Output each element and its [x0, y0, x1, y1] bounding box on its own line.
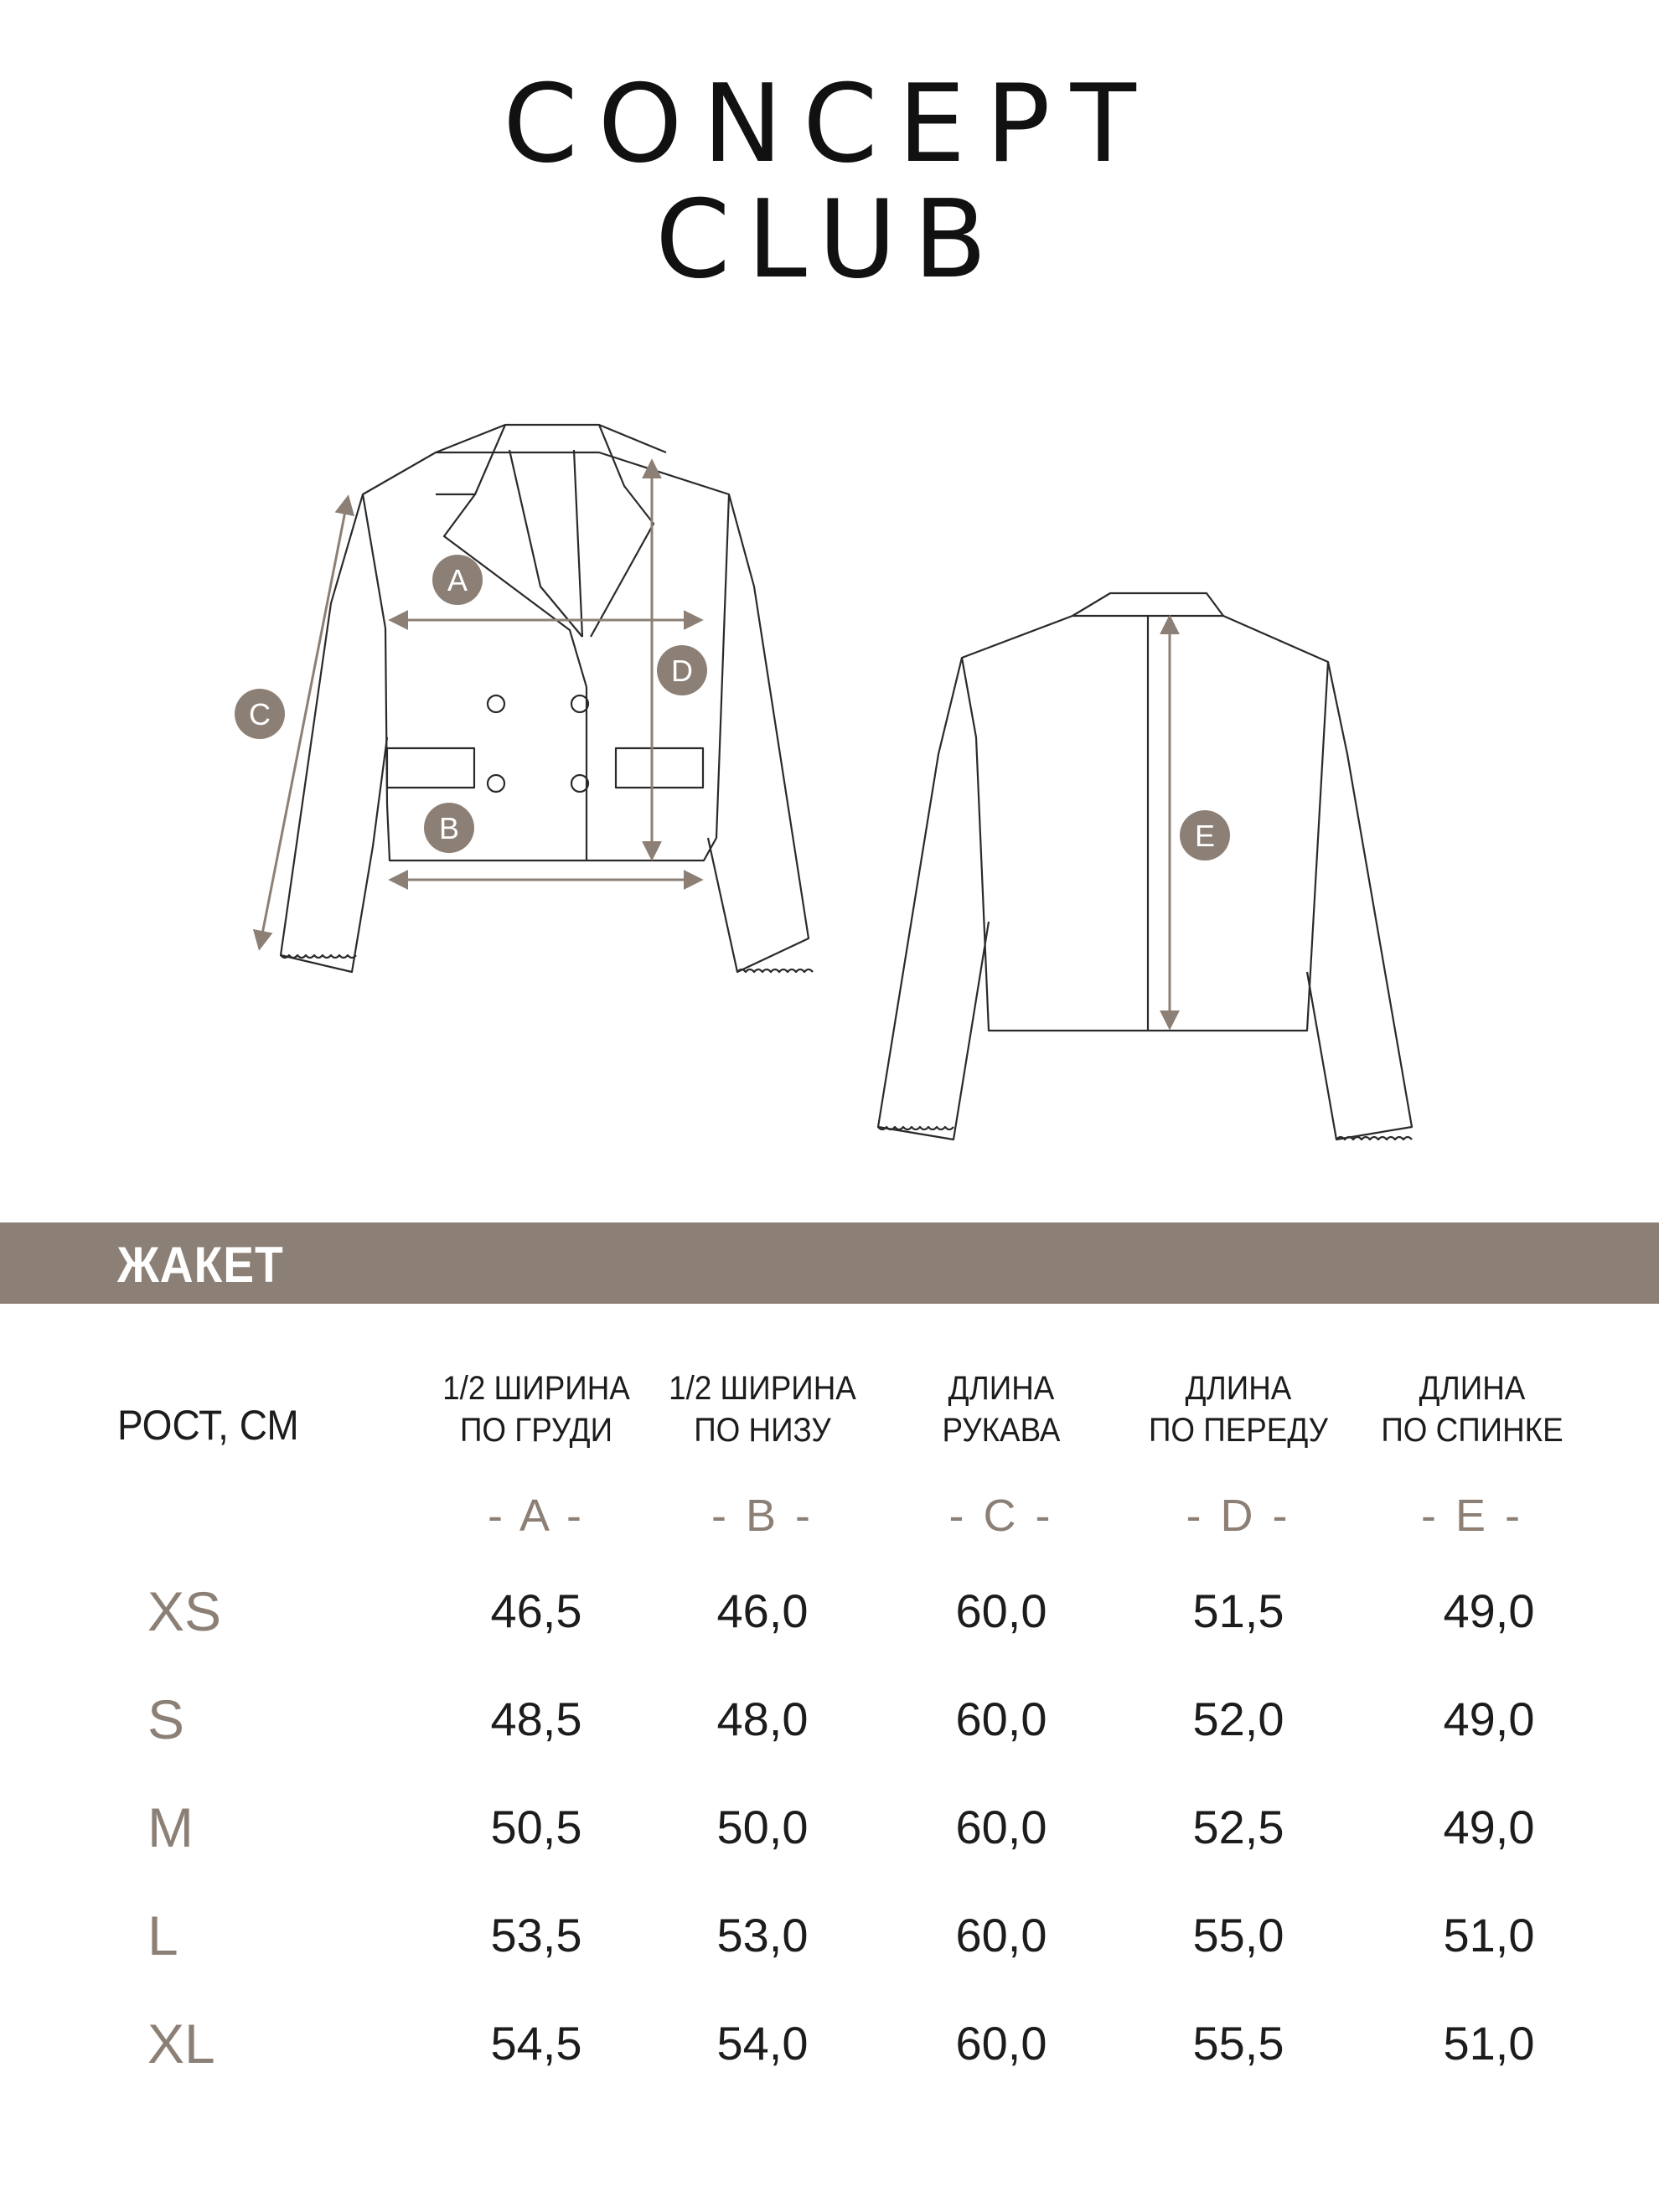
column-header	[1115, 1367, 1362, 1451]
front-right-lapel	[591, 425, 654, 637]
column-letter: - C -	[948, 1491, 1054, 1541]
marker-letter-b: B	[438, 811, 460, 845]
column-header-line2: ПО ГРУДИ	[459, 1412, 613, 1449]
table-cell: 54,0	[716, 2017, 809, 2070]
marker-letter-e: E	[1194, 819, 1216, 853]
marker-letter-a: A	[447, 563, 468, 597]
size-label: XL	[147, 2013, 215, 2075]
back-left-sleeve	[878, 658, 989, 1140]
table-cell: 60,0	[955, 1584, 1047, 1637]
front-right-sleeve	[708, 494, 809, 972]
front-button	[488, 775, 504, 792]
size-label: L	[147, 1904, 178, 1967]
table-cell: 60,0	[955, 1801, 1047, 1853]
marker-letter-d: D	[671, 654, 693, 688]
table-cell: 50,5	[490, 1801, 582, 1853]
table-cell: 46,5	[490, 1584, 582, 1637]
table-cell: 60,0	[955, 1909, 1047, 1961]
back-body-outline	[962, 616, 1328, 1031]
table-cell: 54,5	[490, 2017, 582, 2070]
marker-letter-c: C	[249, 697, 271, 731]
column-header-line1: 1/2 ШИРИНА	[442, 1370, 630, 1407]
back-collar	[1072, 593, 1223, 616]
column-header	[878, 1367, 1124, 1451]
table-cell: 51,5	[1192, 1584, 1284, 1637]
section-title: ЖАКЕТ	[117, 1237, 284, 1293]
jacket-back-view	[878, 593, 1412, 1140]
measurement-markers	[235, 555, 1230, 861]
table-cell: 53,5	[490, 1909, 582, 1961]
front-neckline	[509, 450, 582, 637]
front-right-pocket	[616, 748, 703, 788]
front-right-cuff-lace	[737, 969, 813, 972]
table-cell: 60,0	[955, 2017, 1047, 2070]
column-header	[1349, 1367, 1595, 1451]
table-cell: 49,0	[1443, 1693, 1535, 1745]
column-header-line1: ДЛИНА	[948, 1370, 1055, 1407]
table-cell: 50,0	[716, 1801, 809, 1853]
table-cell: 49,0	[1443, 1801, 1535, 1853]
table-cell: 51,0	[1443, 2017, 1535, 2070]
height-label: РОСТ, СМ	[117, 1402, 299, 1449]
column-header	[639, 1367, 886, 1451]
table-cell: 52,0	[1192, 1693, 1284, 1745]
table-cell: 48,0	[716, 1693, 809, 1745]
brand-logo-line2: CLUB	[655, 178, 1004, 302]
jacket-front-view	[281, 425, 813, 972]
size-label: M	[147, 1796, 194, 1858]
table-cell: 52,5	[1192, 1801, 1284, 1853]
front-left-cuff-lace	[281, 955, 356, 958]
column-header	[413, 1367, 659, 1451]
column-header-line2: ПО СПИНКЕ	[1381, 1412, 1563, 1449]
column-header-line2: ПО ПЕРЕДУ	[1148, 1412, 1329, 1449]
column-header-line1: 1/2 ШИРИНА	[669, 1370, 856, 1407]
table-cell: 55,5	[1192, 2017, 1284, 2070]
front-measurement-arrows	[260, 463, 700, 947]
size-label: XS	[147, 1580, 222, 1642]
table-cell: 49,0	[1443, 1584, 1535, 1637]
brand-logo-line1: CONCEPT	[503, 62, 1156, 187]
column-header-line1: ДЛИНА	[1185, 1370, 1292, 1407]
table-cell: 46,0	[716, 1584, 809, 1637]
column-header-line2: ПО НИЗУ	[694, 1412, 831, 1449]
table-cell: 55,0	[1192, 1909, 1284, 1961]
front-collar	[436, 425, 666, 452]
column-header-line1: ДЛИНА	[1419, 1370, 1526, 1407]
front-button	[488, 695, 504, 712]
section-band	[0, 1222, 1659, 1304]
column-header-line2: РУКАВА	[942, 1412, 1061, 1449]
front-left-pocket	[387, 748, 474, 788]
column-letter: - B -	[711, 1491, 814, 1541]
size-label: S	[147, 1688, 185, 1750]
front-neckline-right	[574, 450, 582, 637]
table-cell: 51,0	[1443, 1909, 1535, 1961]
table-cell: 48,5	[490, 1693, 582, 1745]
column-letter: - E -	[1421, 1491, 1523, 1541]
table-cell: 60,0	[955, 1693, 1047, 1745]
table-cell: 53,0	[716, 1909, 809, 1961]
back-right-sleeve	[1307, 662, 1412, 1140]
column-letter: - D -	[1186, 1491, 1291, 1541]
column-letter: - A -	[487, 1491, 586, 1541]
